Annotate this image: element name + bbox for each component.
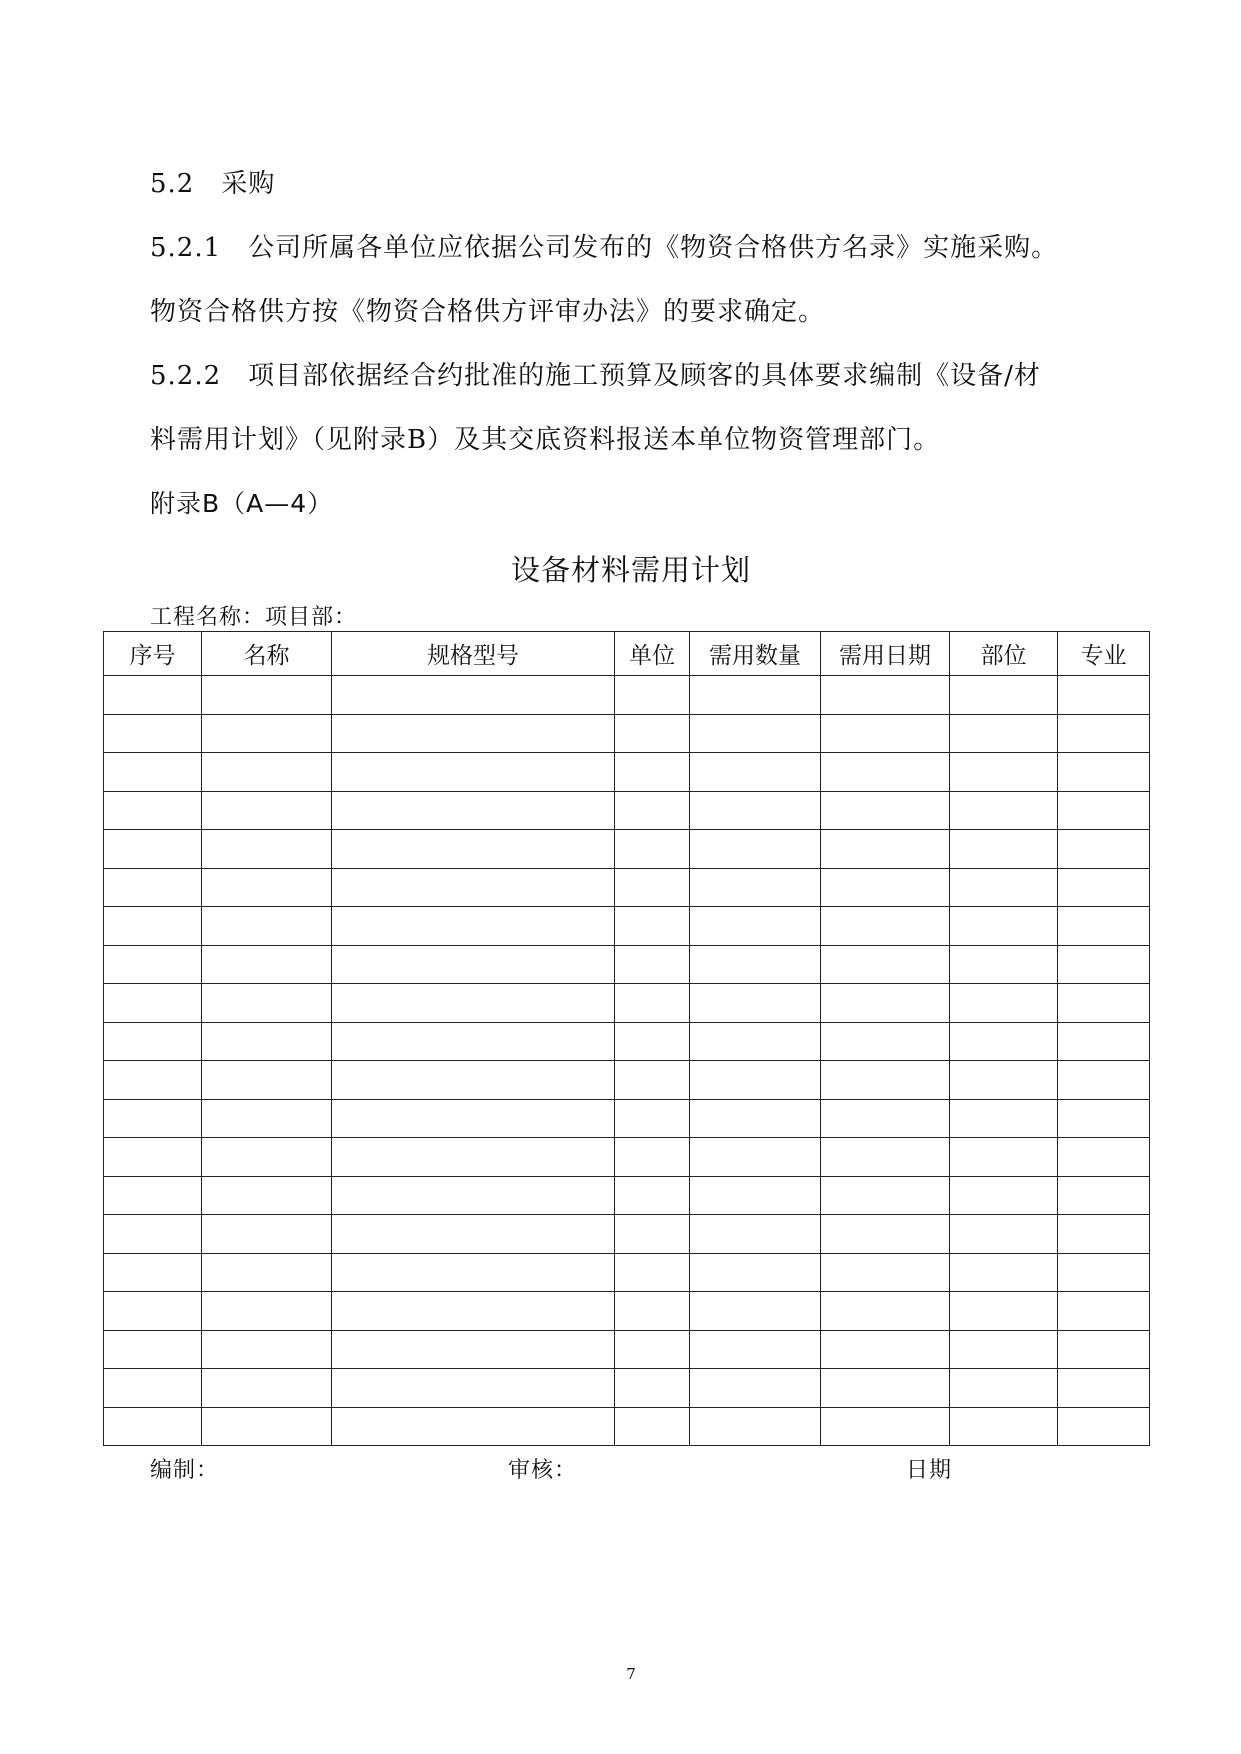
table-cell[interactable] (950, 1138, 1058, 1177)
table-cell[interactable] (202, 753, 332, 792)
table-row (104, 676, 1150, 715)
table-row (104, 1022, 1150, 1061)
table-cell[interactable] (1058, 1061, 1150, 1100)
table-cell[interactable] (690, 1022, 821, 1061)
table-cell[interactable] (615, 1292, 690, 1331)
table-cell[interactable] (690, 1215, 821, 1254)
table-cell[interactable] (690, 984, 821, 1023)
table-cell[interactable] (690, 830, 821, 869)
table-cell[interactable] (821, 1022, 950, 1061)
table-cell[interactable] (821, 868, 950, 907)
table-cell[interactable] (690, 1138, 821, 1177)
table-cell[interactable] (950, 907, 1058, 946)
table-cell[interactable] (615, 1253, 690, 1292)
table-row (104, 1099, 1150, 1138)
table-cell[interactable] (104, 868, 202, 907)
table-cell[interactable] (690, 1176, 821, 1215)
table-cell[interactable] (615, 1369, 690, 1408)
table-cell[interactable] (202, 1176, 332, 1215)
table-cell[interactable] (104, 1176, 202, 1215)
table-cell[interactable] (950, 714, 1058, 753)
table-cell[interactable] (104, 1369, 202, 1408)
section-5-2-1-line-2: 物资合格供方按《物资合格供方评审办法》的要求确定。 (150, 297, 826, 327)
table-cell[interactable] (104, 984, 202, 1023)
table-cell[interactable] (1058, 1215, 1150, 1254)
table-cell[interactable] (202, 1099, 332, 1138)
table-cell[interactable] (950, 830, 1058, 869)
table-cell[interactable] (950, 1253, 1058, 1292)
table-cell[interactable] (821, 830, 950, 869)
table-row (104, 945, 1150, 984)
column-header: 专业 (1058, 632, 1150, 676)
table-cell[interactable] (1058, 1138, 1150, 1177)
table-cell[interactable] (690, 791, 821, 830)
section-5-2-2-line-2: 料需用计划》（见附录B）及其交底资料报送本单位物资管理部门。 (150, 425, 941, 455)
table-cell[interactable] (332, 791, 615, 830)
table-cell[interactable] (615, 753, 690, 792)
section-5-2-heading: 5.2 采购 (150, 169, 276, 199)
table-cell[interactable] (1058, 676, 1150, 715)
table-cell[interactable] (950, 1369, 1058, 1408)
table-cell[interactable] (332, 714, 615, 753)
table-row (104, 714, 1150, 753)
table-row (104, 1061, 1150, 1100)
table-cell[interactable] (615, 1138, 690, 1177)
page-number: 7 (626, 1665, 636, 1683)
table-cell[interactable] (332, 1022, 615, 1061)
reviewed-by-label: 审核： (508, 1458, 578, 1483)
table-cell[interactable] (104, 1330, 202, 1369)
table-row (104, 907, 1150, 946)
table-cell[interactable] (202, 1369, 332, 1408)
table-cell[interactable] (821, 945, 950, 984)
table-cell[interactable] (202, 1407, 332, 1446)
table-cell[interactable] (821, 1061, 950, 1100)
section-5-2-1-line-1: 5.2.1 公司所属各单位应依据公司发布的《物资合格供方名录》实施采购。 (150, 233, 1059, 263)
table-row (104, 791, 1150, 830)
table-cell[interactable] (1058, 945, 1150, 984)
table-cell[interactable] (202, 1292, 332, 1331)
table-cell[interactable] (615, 868, 690, 907)
table-cell[interactable] (1058, 791, 1150, 830)
table-cell[interactable] (1058, 830, 1150, 869)
table-cell[interactable] (950, 1099, 1058, 1138)
table-cell[interactable] (821, 1407, 950, 1446)
table-cell[interactable] (104, 1022, 202, 1061)
table-cell[interactable] (104, 753, 202, 792)
table-cell[interactable] (104, 1061, 202, 1100)
table-row (104, 753, 1150, 792)
table-row (104, 1253, 1150, 1292)
table-cell[interactable] (950, 1407, 1058, 1446)
table-cell[interactable] (332, 1330, 615, 1369)
column-header: 需用日期 (821, 632, 950, 676)
table-cell[interactable] (1058, 1330, 1150, 1369)
table-cell[interactable] (821, 1176, 950, 1215)
table-cell[interactable] (104, 830, 202, 869)
table-cell[interactable] (615, 1022, 690, 1061)
table-cell[interactable] (104, 1138, 202, 1177)
table-cell[interactable] (1058, 714, 1150, 753)
section-5-2-2-line-1: 5.2.2 项目部依据经合约批准的施工预算及顾客的具体要求编制《设备/材 (150, 361, 1041, 391)
table-cell[interactable] (950, 1292, 1058, 1331)
table-cell[interactable] (821, 1215, 950, 1254)
table-cell[interactable] (690, 945, 821, 984)
table-cell[interactable] (332, 1292, 615, 1331)
table-cell[interactable] (615, 1099, 690, 1138)
table-cell[interactable] (202, 676, 332, 715)
table-cell[interactable] (1058, 1253, 1150, 1292)
table-cell[interactable] (104, 1292, 202, 1331)
table-cell[interactable] (332, 1407, 615, 1446)
table-cell[interactable] (332, 1099, 615, 1138)
table-cell[interactable] (950, 1176, 1058, 1215)
table-cell[interactable] (332, 907, 615, 946)
table-cell[interactable] (615, 1407, 690, 1446)
column-header: 部位 (950, 632, 1058, 676)
table-cell[interactable] (690, 1292, 821, 1331)
table-cell[interactable] (615, 984, 690, 1023)
table-cell[interactable] (690, 714, 821, 753)
table-cell[interactable] (690, 1369, 821, 1408)
table-cell[interactable] (950, 1330, 1058, 1369)
table-cell[interactable] (202, 1330, 332, 1369)
table-row (104, 1369, 1150, 1408)
table-cell[interactable] (690, 907, 821, 946)
table-cell[interactable] (950, 791, 1058, 830)
table-row (104, 1407, 1150, 1446)
table-row (104, 868, 1150, 907)
table-cell[interactable] (690, 1099, 821, 1138)
column-header: 单位 (615, 632, 690, 676)
table-row (104, 1292, 1150, 1331)
table-cell[interactable] (821, 1369, 950, 1408)
table-cell[interactable] (1058, 1099, 1150, 1138)
table-cell[interactable] (615, 830, 690, 869)
table-cell[interactable] (821, 714, 950, 753)
table-cell[interactable] (104, 1099, 202, 1138)
table-cell[interactable] (615, 1061, 690, 1100)
table-cell[interactable] (202, 1215, 332, 1254)
table-row (104, 984, 1150, 1023)
table-cell[interactable] (950, 984, 1058, 1023)
table-cell[interactable] (821, 1330, 950, 1369)
table-cell[interactable] (821, 1253, 950, 1292)
table-cell[interactable] (1058, 753, 1150, 792)
column-header: 名称 (202, 632, 332, 676)
table-cell[interactable] (821, 907, 950, 946)
table-cell[interactable] (104, 1215, 202, 1254)
table-cell[interactable] (332, 1369, 615, 1408)
table-row (104, 1176, 1150, 1215)
table-cell[interactable] (202, 1061, 332, 1100)
appendix-label: 附录B（A—4） (150, 489, 334, 518)
table-cell[interactable] (202, 945, 332, 984)
table-cell[interactable] (950, 1215, 1058, 1254)
table-cell[interactable] (1058, 868, 1150, 907)
table-cell[interactable] (950, 1022, 1058, 1061)
table-cell[interactable] (690, 1330, 821, 1369)
form-title: 设备材料需用计划 (510, 553, 751, 587)
table-cell[interactable] (1058, 907, 1150, 946)
table-cell[interactable] (950, 1061, 1058, 1100)
column-header: 规格型号 (332, 632, 615, 676)
table-cell[interactable] (104, 907, 202, 946)
table-cell[interactable] (202, 984, 332, 1023)
table-cell[interactable] (332, 1253, 615, 1292)
table-cell[interactable] (202, 1138, 332, 1177)
table-cell[interactable] (950, 945, 1058, 984)
table-cell[interactable] (821, 1138, 950, 1177)
table-cell[interactable] (690, 1061, 821, 1100)
table-cell[interactable] (1058, 1407, 1150, 1446)
table-cell[interactable] (615, 1176, 690, 1215)
table-row (104, 1215, 1150, 1254)
table-cell[interactable] (202, 868, 332, 907)
table-cell[interactable] (202, 791, 332, 830)
table-cell[interactable] (615, 676, 690, 715)
table-cell[interactable] (690, 1407, 821, 1446)
table-cell[interactable] (821, 753, 950, 792)
table-cell[interactable] (821, 1099, 950, 1138)
material-plan-table (103, 631, 1150, 1446)
table-cell[interactable] (104, 1407, 202, 1446)
table-cell[interactable] (821, 676, 950, 715)
table-cell[interactable] (615, 907, 690, 946)
table-cell[interactable] (690, 676, 821, 715)
table-cell[interactable] (1058, 1369, 1150, 1408)
table-cell[interactable] (202, 714, 332, 753)
table-cell[interactable] (104, 945, 202, 984)
table-cell[interactable] (821, 1292, 950, 1331)
table-cell[interactable] (950, 868, 1058, 907)
table-cell[interactable] (615, 1330, 690, 1369)
table-cell[interactable] (104, 1253, 202, 1292)
table-row (104, 830, 1150, 869)
table-cell[interactable] (332, 1215, 615, 1254)
table-cell[interactable] (821, 984, 950, 1023)
table-cell[interactable] (104, 791, 202, 830)
table-cell[interactable] (202, 830, 332, 869)
table-cell[interactable] (202, 1253, 332, 1292)
project-name-line: 工程名称：项目部： (150, 605, 358, 630)
table-row (104, 1330, 1150, 1369)
table-cell[interactable] (615, 714, 690, 753)
table-cell[interactable] (950, 753, 1058, 792)
table-cell[interactable] (1058, 1022, 1150, 1061)
table-cell[interactable] (1058, 1176, 1150, 1215)
table-cell[interactable] (332, 984, 615, 1023)
table-cell[interactable] (104, 676, 202, 715)
table-cell[interactable] (332, 1061, 615, 1100)
prepared-by-label: 编制： (150, 1458, 220, 1483)
table-cell[interactable] (690, 1253, 821, 1292)
table-cell[interactable] (202, 907, 332, 946)
table-cell[interactable] (332, 1176, 615, 1215)
table-cell[interactable] (615, 1215, 690, 1254)
column-header: 序号 (104, 632, 202, 676)
table-cell[interactable] (1058, 984, 1150, 1023)
table-cell[interactable] (950, 676, 1058, 715)
table-cell[interactable] (615, 945, 690, 984)
table-cell[interactable] (332, 753, 615, 792)
table-cell[interactable] (332, 945, 615, 984)
table-cell[interactable] (690, 868, 821, 907)
table-cell[interactable] (104, 714, 202, 753)
table-cell[interactable] (690, 753, 821, 792)
table-cell[interactable] (332, 676, 615, 715)
table-cell[interactable] (332, 1138, 615, 1177)
table-header-row (104, 632, 1150, 676)
table-cell[interactable] (202, 1022, 332, 1061)
date-label: 日期 (906, 1458, 953, 1483)
table-cell[interactable] (332, 830, 615, 869)
table-cell[interactable] (615, 791, 690, 830)
table-cell[interactable] (1058, 1292, 1150, 1331)
table-row (104, 1138, 1150, 1177)
column-header: 需用数量 (690, 632, 821, 676)
table-body (104, 676, 1150, 1446)
table-cell[interactable] (332, 868, 615, 907)
table-cell[interactable] (821, 791, 950, 830)
